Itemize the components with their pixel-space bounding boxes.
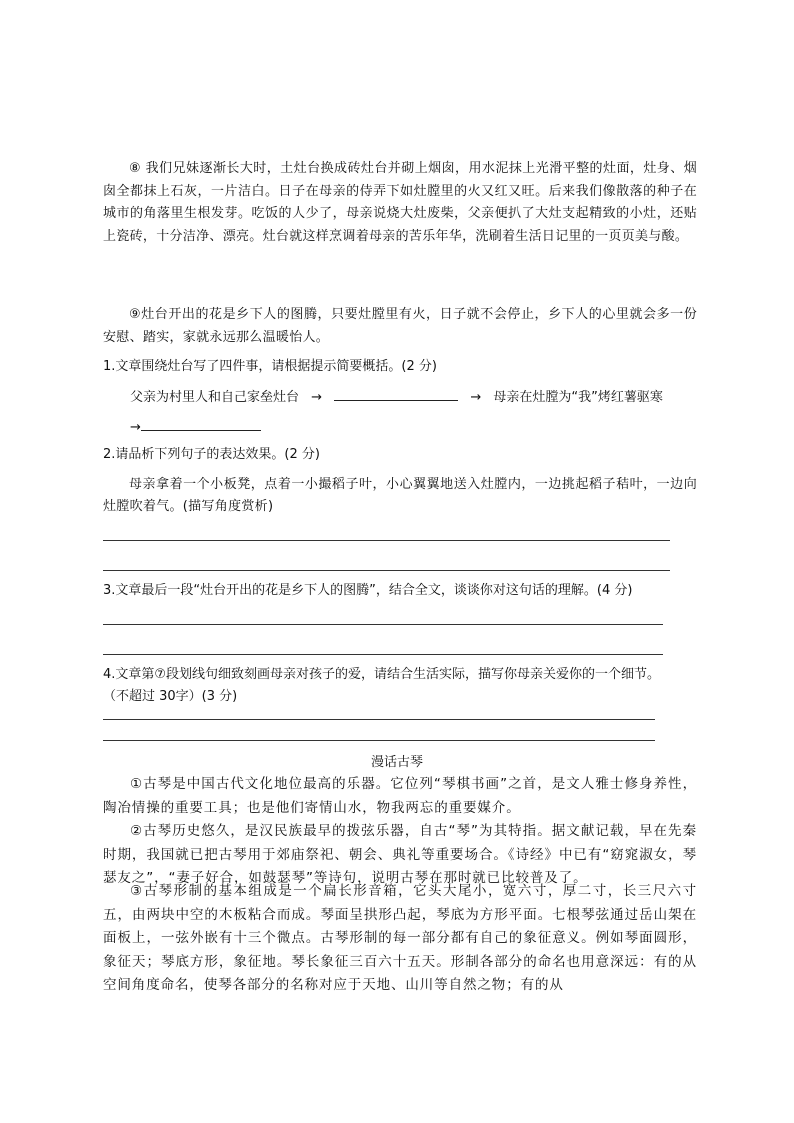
flow-arrow-icon: →: [311, 390, 323, 405]
essay-paragraph-3: ③古琴形制的基本组成是一个扁长形音箱，它头大尾小，宽六寸，厚二寸，长三尺六寸五，由两块中空的木板粘合而成。琴面呈拱形凸起，琴底为方形平面。七根琴弦通过岳山架在面板上，一弦外嵌有十三个微点。古琴形制的每一部分都有自己的象征意义。例如琴面圆形，象征天；琴底方形，象征地。琴长象征三百六十五天。形制各部分的命名也用意深远：有的从空间角度命名，使琴各部分的名称对应于天地、山川等自然之物；有的从: [103, 883, 697, 993]
flow-arrow-icon: →: [470, 390, 482, 405]
essay-title: 漫话古琴: [370, 755, 423, 770]
passage-paragraph-8: ⑧ 我们兄妹逐渐长大时，土灶台换成砖灶台并砌上烟囱，用水泥抹上光滑平整的灶面，灶身、烟囱全都抹上石灰，一片洁白。日子在母亲的侍弄下如灶膛里的火又红又旺。后来我们像散落的种子在城市的角落里生根发芽。吃饭的人少了，母亲说烧大灶废柴，父亲便扒了大灶支起精致的小灶，还贴上瓷砖，十分洁净、漂亮。灶台就这样烹调着母亲的苦乐年华，洗刷着生活日记里的一页页美与酸。: [103, 161, 697, 244]
essay-paragraph-2: ②古琴历史悠久，是汉民族最早的拨弦乐器，自古“琴”为其特指。据文献记载，早在先秦时期，我国就已把古琴用于郊庙祭祀、朝会、典礼等重要场合。《诗经》中已有“窈窕淑女，琴瑟友之”，“妻子好合，如鼓瑟琴”等诗句，说明古琴在那时就已比较普及了。: [103, 823, 697, 886]
answer-line-q3-2[interactable]: [103, 654, 663, 655]
answer-line-q4-1[interactable]: [103, 719, 655, 720]
question-4-line-2: （不超过 30字）(3 分): [103, 689, 238, 704]
answer-line-q3-1[interactable]: [103, 624, 663, 625]
answer-line-q2-2[interactable]: [103, 570, 670, 571]
question-2-quote: 母亲拿着一个小板凳，点着一小撮稻子叶，小心翼翼地送入灶膛内，一边挑起稻子秸叶，一边向灶膛吹着气。(描写角度赏析): [103, 477, 697, 514]
question-1-flow-row-1: [130, 386, 663, 409]
answer-blank-4[interactable]: [141, 416, 261, 431]
answer-blank-2[interactable]: [334, 386, 458, 401]
question-1: 1.文章围绕灶台写了四件事，请根据提示简要概括。(2 分): [103, 359, 437, 374]
question-3: 3.文章最后一段“灶台开出的花是乡下人的图腾”，结合全文，谈谈你对这句话的理解。(4 分): [103, 583, 633, 598]
answer-line-q2-1[interactable]: [103, 540, 670, 541]
essay-paragraph-1: ①古琴是中国古代文化地位最高的乐器。它位列“琴棋书画”之首，是文人雅士修身养性，陶冶情操的重要工具；也是他们寄情山水，物我两忘的重要媒介。: [103, 776, 697, 816]
flow-item-3: 母亲在灶膛为“我”烤红薯驱寒: [493, 390, 663, 405]
question-1-flow-row-2: [130, 416, 261, 439]
question-2: 2.请品析下列句子的表达效果。(2 分): [103, 447, 320, 462]
flow-arrow-icon: →: [130, 420, 141, 435]
question-4-line-1: 4.文章第⑦段划线句细致刻画母亲对孩子的爱，请结合生活实际，描写你母亲关爱你的一个细节。: [103, 667, 661, 682]
answer-line-q4-2[interactable]: [103, 740, 655, 741]
passage-paragraph-9: ⑨灶台开出的花是乡下人的图腾，只要灶膛里有火，日子就不会停止，乡下人的心里就会多一份安慰、踏实，家就永远那么温暖怡人。: [103, 307, 697, 345]
flow-item-1: 父亲为村里人和自己家垒灶台: [130, 390, 300, 405]
